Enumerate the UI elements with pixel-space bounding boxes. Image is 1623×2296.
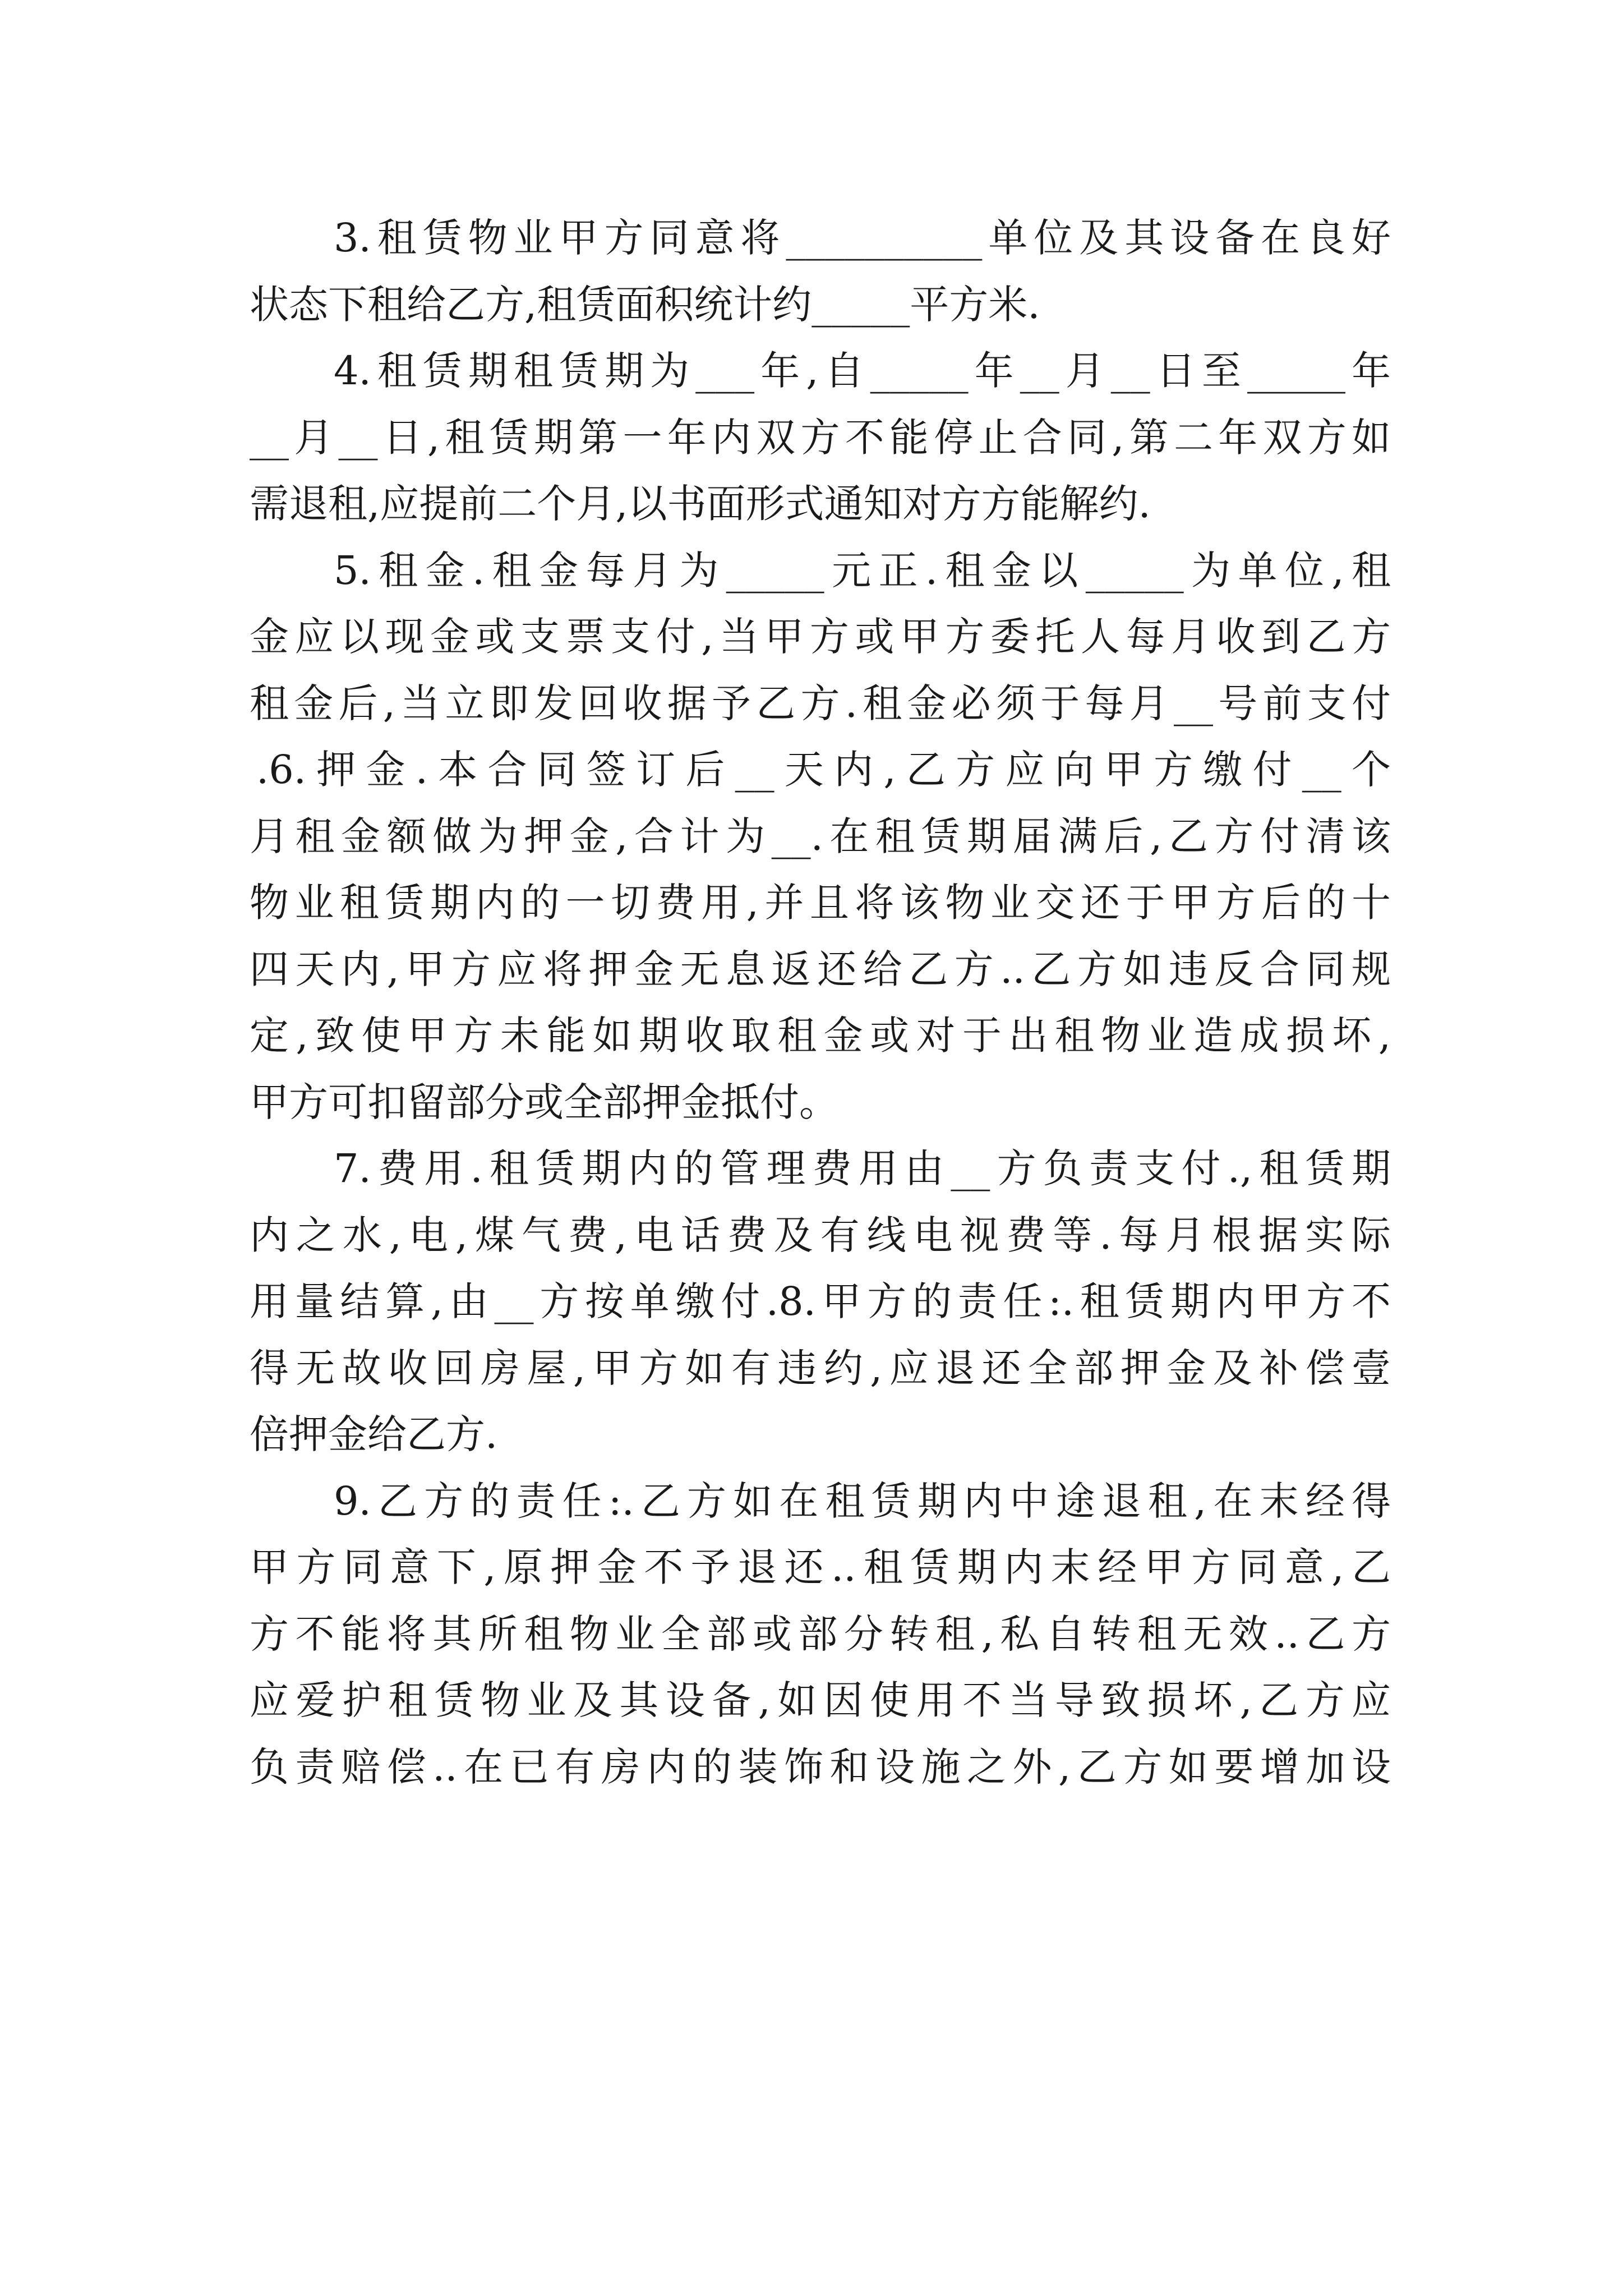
clause-6-line-4: 四天内,甲方应将押金无息返还给乙方..乙方如违反合同规 <box>250 946 1391 992</box>
clause-6-line-2: 月租金额做为押金,合计为__.在租赁期届满后,乙方付清该 <box>250 813 1391 859</box>
clause-5-line-3: 租金后,当立即发回收据予乙方.租金必须于每月__号前支付 <box>250 680 1391 726</box>
clause-6-line-3: 物业租赁期内的一切费用,并且将该物业交还于甲方后的十 <box>250 880 1391 926</box>
clause-5-line-1: 5.租金.租金每月为_____元正.租金以_____为单位,租 <box>334 547 1391 593</box>
clause-6-line-5: 定,致使甲方未能如期收取租金或对于出租物业造成损坏, <box>250 1013 1391 1059</box>
clause-9-line-1: 9.乙方的责任:.乙方如在租赁期内中途退租,在末经得 <box>334 1478 1391 1524</box>
clause-7-line-3: 用量结算,由__方按单缴付.8.甲方的责任:.租赁期内甲方不 <box>250 1278 1391 1324</box>
clause-4-line-1: 4.租赁期租赁期为___年,自_____年__月__日至_____年 <box>334 348 1391 394</box>
clause-9-line-5: 负责赔偿..在已有房内的装饰和设施之外,乙方如要增加设 <box>250 1743 1391 1790</box>
clause-6-line-1: .6.押金.本合同签订后__天内,乙方应向甲方缴付__个 <box>256 747 1391 793</box>
clause-9-line-2: 甲方同意下,原押金不予退还..租赁期内末经甲方同意,乙 <box>250 1544 1391 1590</box>
clause-9-line-3: 方不能将其所租物业全部或部分转租,私自转租无效..乙方 <box>250 1611 1391 1657</box>
contract-body <box>250 205 1391 1800</box>
clause-7-line-5: 倍押金给乙方. <box>250 1411 498 1457</box>
clause-3-line-2: 状态下租给乙方,租赁面积统计约_____平方米. <box>250 281 1040 328</box>
clause-7-line-1: 7.费用.租赁期内的管理费用由__方负责支付.,租赁期 <box>334 1145 1391 1191</box>
clause-6-line-6: 甲方可扣留部分或全部押金抵付。 <box>250 1079 838 1125</box>
clause-5-line-2: 金应以现金或支票支付,当甲方或甲方委托人每月收到乙方 <box>250 614 1391 660</box>
clause-4-line-3: 需退租,应提前二个月,以书面形式通知对方方能解约. <box>250 481 1151 527</box>
clause-4-line-2: __月__日,租赁期第一年内双方不能停止合同,第二年双方如 <box>250 414 1391 461</box>
clause-7-line-4: 得无故收回房屋,甲方如有违约,应退还全部押金及补偿壹 <box>250 1345 1391 1391</box>
clause-3-line-1: 3.租赁物业甲方同意将__________单位及其设备在良好 <box>334 215 1391 261</box>
clause-7-line-2: 内之水,电,煤气费,电话费及有线电视费等.每月根据实际 <box>250 1212 1391 1258</box>
clause-9-line-4: 应爱护租赁物业及其设备,如因使用不当导致损坏,乙方应 <box>250 1677 1391 1723</box>
